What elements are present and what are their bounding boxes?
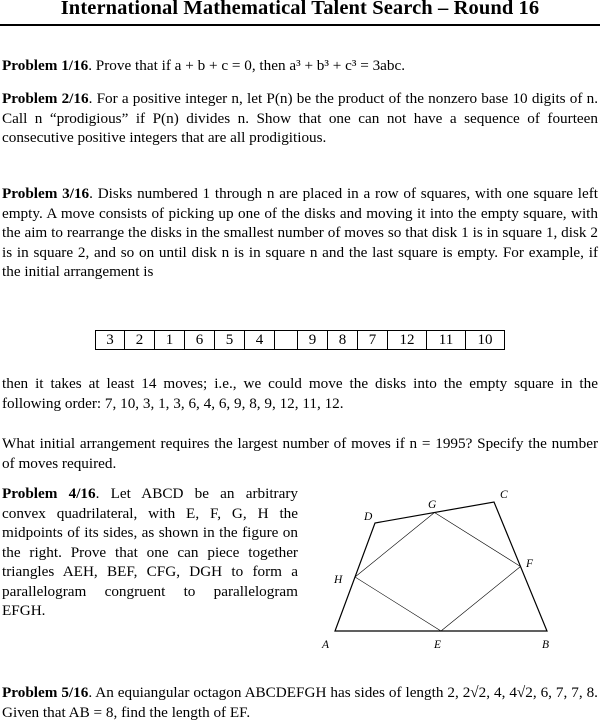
problem-3-label: Problem 3/16 (2, 185, 90, 202)
disk-cell (275, 331, 298, 350)
problem-3-text: . Disks numbered 1 through n are placed in a row of squares, with one square left empty. A move consists of picking up one of the disks and moving it into the empty square, with the aim to rearrange the disks in the smallest number of moves so that disk 1 is in square 1, disk 2 is in square 2, and so on until disk n is in square n and the last square is empty. For example, if the initial arrangement is (2, 185, 598, 280)
disk-cell: 9 (298, 331, 328, 350)
problem-3 (2, 184, 598, 282)
quadrilateral-figure (320, 485, 590, 660)
parallelogram-efgh (355, 513, 521, 632)
disk-cell: 7 (358, 331, 388, 350)
problem-4-text: . Let ABCD be an arbitrary convex quadrilateral, with E, F, G, H the midpoints of its sides, as shown in the figure on the right. Prove that one can piece together triangles AEH, BEF, CFG, DGH to form a parallelogram congruent to parallelogram EFGH. (2, 485, 298, 619)
problem-2-label: Problem 2/16 (2, 90, 89, 107)
disk-cell: 12 (388, 331, 427, 350)
disk-cell: 6 (185, 331, 215, 350)
vertex-label-a: A (322, 639, 330, 651)
disk-cell: 3 (96, 331, 125, 350)
problem-4 (2, 484, 298, 621)
midpoint-label-f: F (526, 558, 534, 570)
problem-5-text: . An equiangular octagon ABCDEFGH has sides of length 2, 2√2, 4, 4√2, 6, 7, 7, 8. Given that AB = 8, find the length of EF. (2, 684, 598, 721)
disk-cell: 8 (328, 331, 358, 350)
problem-3-question: What initial arrangement requires the largest number of moves if n = 1995? Specify the number of moves required. (2, 435, 598, 472)
vertex-label-c: C (500, 489, 508, 501)
problem-1-label: Problem 1/16 (2, 57, 89, 74)
midpoint-label-g: G (428, 499, 437, 511)
problem-2-text: . For a positive integer n, let P(n) be the product of the nonzero base 10 digits of n. Call n “prodigious” if P(n) divides n. Show that one can not have a sequence of fourteen consecutive positive integers that are all prodigitious. (2, 90, 598, 146)
problem-5 (2, 683, 598, 722)
disk-arrangement-table (95, 330, 505, 350)
midpoint-label-e: E (434, 639, 442, 651)
problem-3-continuation: then it takes at least 14 moves; i.e., we could move the disks into the empty square in the following order: 7, 10, 3, 1, 3, 6, 4, 6, 9, 8, 9, 12, 11, 12. (2, 375, 598, 412)
disk-row (96, 331, 505, 350)
disk-cell: 5 (215, 331, 245, 350)
vertex-label-d: D (364, 511, 373, 523)
title-rule (0, 24, 600, 26)
problem-2 (2, 89, 598, 148)
problem-1 (2, 56, 598, 76)
problem-4-label: Problem 4/16 (2, 485, 96, 502)
vertex-label-b: B (542, 639, 550, 651)
problem-1-text: . Prove that if a + b + c = 0, then a³ + b³ + c³ = 3abc. (88, 57, 406, 74)
problem-5-label: Problem 5/16 (2, 684, 89, 701)
disk-cell: 11 (427, 331, 466, 350)
disk-cell: 4 (245, 331, 275, 350)
page-title: International Mathematical Talent Search – Round 16 (60, 0, 540, 19)
disk-cell: 10 (466, 331, 505, 350)
disk-cell: 1 (155, 331, 185, 350)
disk-cell: 2 (125, 331, 155, 350)
midpoint-label-h: H (334, 574, 343, 586)
